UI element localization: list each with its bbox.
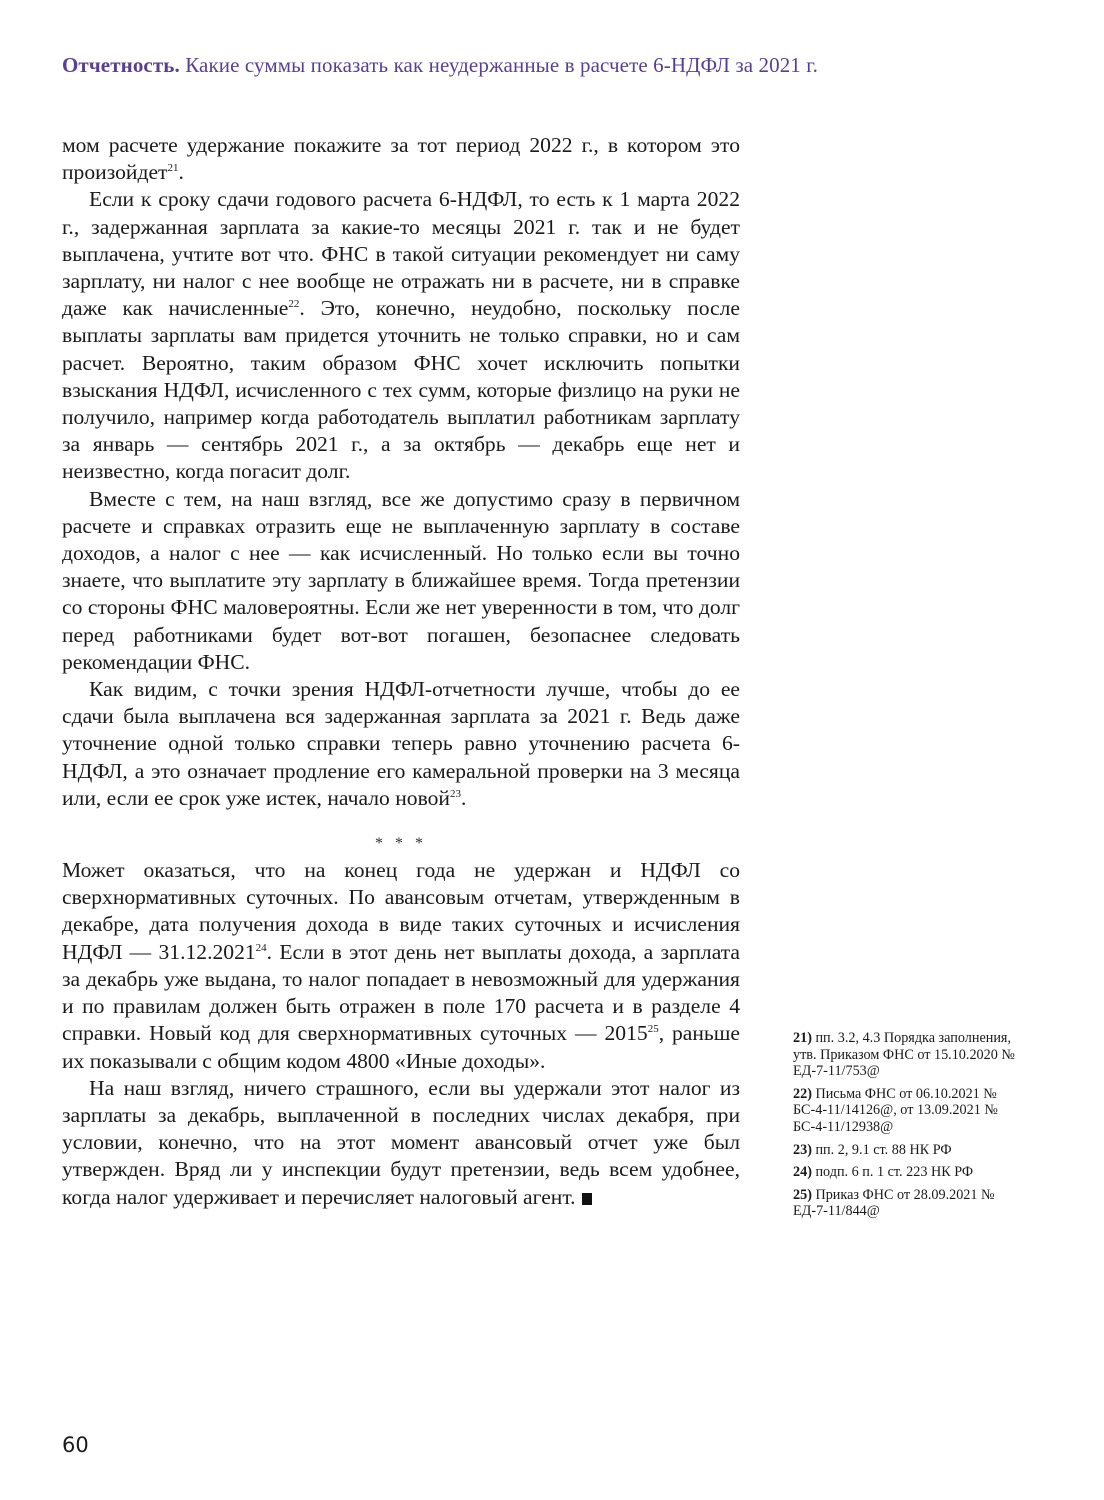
paragraph-text: мом расчете удержание покажите за тот период 2022 г., в котором это произойдет	[62, 133, 740, 185]
running-head	[62, 53, 818, 78]
paragraph-text: . Это, конечно, неудобно, поскольку после выплаты зарплаты вам придется уточнить не только справки, но и сам расчет. Вероятно, таким образом ФНС хочет исключить попытки взыскания НДФЛ, исчисленного с тех сумм, которые физлицо на руки не получило, например когда работодатель выплатил работникам зарплату за январь — сентябрь 2021 г., а за октябрь — декабрь еще нет и неизвестно, когда погасит долг.	[62, 296, 741, 484]
footnote-number: 22)	[793, 1085, 812, 1102]
paragraph-text: , раньше их показывали с общим кодом 4800 «Иные доходы».	[62, 1021, 740, 1073]
footnote-25	[793, 1187, 1023, 1220]
footnote-text: подп. 6 п. 1 ст. 223 НК РФ	[815, 1164, 974, 1181]
paragraph-text: . Если в этот день нет выплаты дохода, а зарплата за декабрь уже выдана, то налог попадает в невозможный для удержания и по правилам должен быть отражен в поле 170 расчета и в разделе 4 справки. Новый код для сверхнормативных суточных — 2015	[62, 939, 741, 1046]
paragraph-text: Как видим, с точки зрения НДФЛ-отчетности лучше, чтобы до ее сдачи была выплачена вся задержанная зарплата за 2021 г. Ведь даже уточнение одной только справки теперь равно уточнению расчета 6-НДФЛ, а это означает продление его камеральной проверки на 3 месяца или, если ее срок уже истек, начало новой	[62, 677, 740, 810]
page-number: 60	[62, 1433, 89, 1457]
paragraph-3: Вместе с тем, на наш взгляд, все же допустимо сразу в первичном расчете и справках отразить еще не выплаченную зарплату в составе доходов, а налог с нее — как исчисленный. Но только если вы точно знаете, что выплатите эту зарплату в ближайшее время. Тогда претензии со стороны ФНС маловероятны. Если же нет уверенности в том, что долг перед работниками будет вот-вот погашен, безопаснее следовать рекомендации ФНС.	[62, 486, 740, 674]
footnote-number: 23)	[793, 1141, 812, 1158]
paragraph-5	[62, 857, 740, 1075]
footnote-ref-25[interactable]: 25	[647, 1023, 659, 1036]
paragraph-text: Может оказаться, что на конец года не удержан и НДФЛ со сверхнормативных суточных. По авансовым отчетам, утвержденным в декабре, дата получения дохода в виде таких суточных и исчисления НДФЛ — 31.12.2021	[62, 858, 740, 964]
footnote-number: 25)	[793, 1186, 812, 1203]
footnote-text: Письма ФНС от 06.10.2021 № БС-4-11/14126@, от 13.09.2021 № БС-4-11/12938@	[793, 1085, 998, 1135]
paragraph-1	[62, 132, 740, 186]
footnote-ref-22[interactable]: 22	[288, 298, 300, 311]
end-of-article-square-icon	[582, 1193, 592, 1205]
footnote-text: Приказ ФНС от 28.09.2021 № ЕД-7-11/844@	[793, 1186, 995, 1220]
paragraph-text: На наш взгляд, ничего страшного, если вы удержали этот налог из зарплаты за декабрь, выплаченной в последних числах декабря, при условии, конечно, что на этот момент авансовый отчет уже был утвержден. Вряд ли у инспекции будут претензии, ведь всем удобнее, когда налог удерживает и перечисляет налоговый агент.	[62, 1075, 740, 1209]
section-rubric: Отчетность.	[62, 53, 180, 77]
paragraph-text: Если к сроку сдачи годового расчета 6-НДФЛ, то есть к 1 марта 2022 г., задержанная зарплата за какие-то месяцы 2021 г. так и не будет выплачена, учтите вот что. ФНС в такой ситуации рекомендует ни саму зарплату, ни налог с нее вообще не отражать ни в расчете, ни в справке даже как начисленные	[62, 187, 740, 321]
footnote-23	[793, 1142, 1023, 1159]
paragraph-text: .	[460, 785, 467, 810]
footnote-number: 21)	[793, 1030, 812, 1046]
footnote-text: пп. 2, 9.1 ст. 88 НК РФ	[815, 1141, 952, 1158]
footnote-number: 24)	[793, 1164, 812, 1181]
article-title: Какие суммы показать как неудержанные в расчете 6-НДФЛ за 2021 г.	[185, 53, 818, 77]
paragraph-text: .	[178, 160, 184, 185]
paragraph-2	[62, 186, 740, 485]
footnote-22	[793, 1086, 1023, 1136]
footnote-ref-24[interactable]: 24	[255, 941, 267, 954]
article-body	[62, 132, 740, 1211]
footnote-24	[793, 1164, 1023, 1181]
footnote-ref-21[interactable]: 21	[167, 162, 179, 175]
footnotes-column	[793, 1030, 1023, 1226]
footnote-text: пп. 3.2, 4.3 Порядка заполнения, утв. Приказом ФНС от 15.10.2020 № ЕД-7-11/753@	[793, 1030, 1015, 1080]
section-break-asterisks: * * *	[375, 835, 427, 853]
paragraph-6	[62, 1075, 740, 1211]
footnote-21	[793, 1030, 1023, 1080]
paragraph-4	[62, 676, 740, 812]
footnote-ref-23[interactable]: 23	[449, 787, 461, 800]
